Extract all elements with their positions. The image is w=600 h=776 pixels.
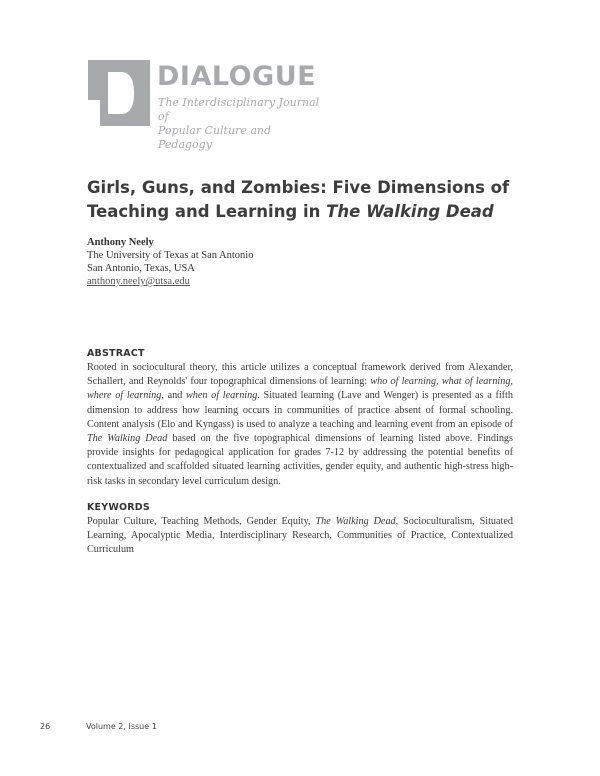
issue-label: Volume 2, Issue 1: [86, 722, 157, 731]
keywords-heading: KEYWORDS: [87, 502, 150, 513]
abstract-seg3: . Situated learning (Lave and Wenger) is presented as a fifth dimension to address how learning occurs in communities of practice absent of formal schooling. Content analysis (Elo and Kyngass) is used to analyze a teaching and learning event from an episode of: [87, 390, 513, 430]
journal-name: DIALOGUE: [157, 61, 317, 92]
keywords-em1: The Walking Dead: [315, 516, 396, 527]
article-title-line2: Teaching and Learning in: [87, 202, 327, 221]
abstract-em1: who of learning, what of learning, where of learning: [87, 376, 513, 402]
keywords-seg2: , Socioculturalism, Situated Learning, Apocalyptic Media, Interdisciplinary Research, Communities of Practice, Contextualized Curriculum: [87, 516, 513, 556]
article-title-line1: Girls, Guns, and Zombies: Five Dimensions of: [87, 178, 510, 197]
author-affiliation: The University of Texas at San Antonio: [87, 250, 254, 261]
keywords-text: [87, 515, 513, 558]
page-number: 26: [40, 722, 51, 731]
journal-subtitle-line2: Popular Culture and Pedagogy: [158, 124, 272, 151]
article-title: [87, 176, 527, 224]
author-location: San Antonio, Texas, USA: [87, 263, 195, 274]
journal-logo: [88, 60, 328, 151]
author-email-link[interactable]: anthony.neely@utsa.edu: [87, 276, 190, 287]
journal-subtitle-line1: The Interdisciplinary Journal of: [158, 96, 320, 123]
journal-subtitle: [158, 96, 328, 152]
abstract-heading: ABSTRACT: [87, 348, 145, 359]
abstract-seg2: , and: [161, 390, 186, 402]
abstract-em3: The Walking Dead: [87, 433, 168, 445]
abstract-seg1: Rooted in sociocultural theory, this article utilizes a conceptual framework derived from Alexander, Schallert, and Reynolds' four topographical dimensions of learning:: [87, 362, 513, 388]
abstract-text: [87, 361, 513, 489]
keywords-seg1: Popular Culture, Teaching Methods, Gender Equity,: [87, 516, 316, 527]
abstract-seg4: based on the five topographical dimensions of learning listed above. Findings provide insights for pedagogical application for grades 7-12 by addressing the potential benefits of contextualized and scaffolded situated learning activities, gender equity, and authentic high-stress high-risk tasks in secondary level curriculum design.: [87, 433, 513, 487]
article-title-show-name: The Walking Dead: [326, 202, 494, 221]
abstract-em2: when of learning: [185, 390, 258, 402]
author-name: Anthony Neely: [87, 237, 154, 248]
author-block: [87, 236, 253, 288]
dialogue-d-logo-icon: [88, 60, 150, 126]
page-footer: [40, 722, 157, 731]
